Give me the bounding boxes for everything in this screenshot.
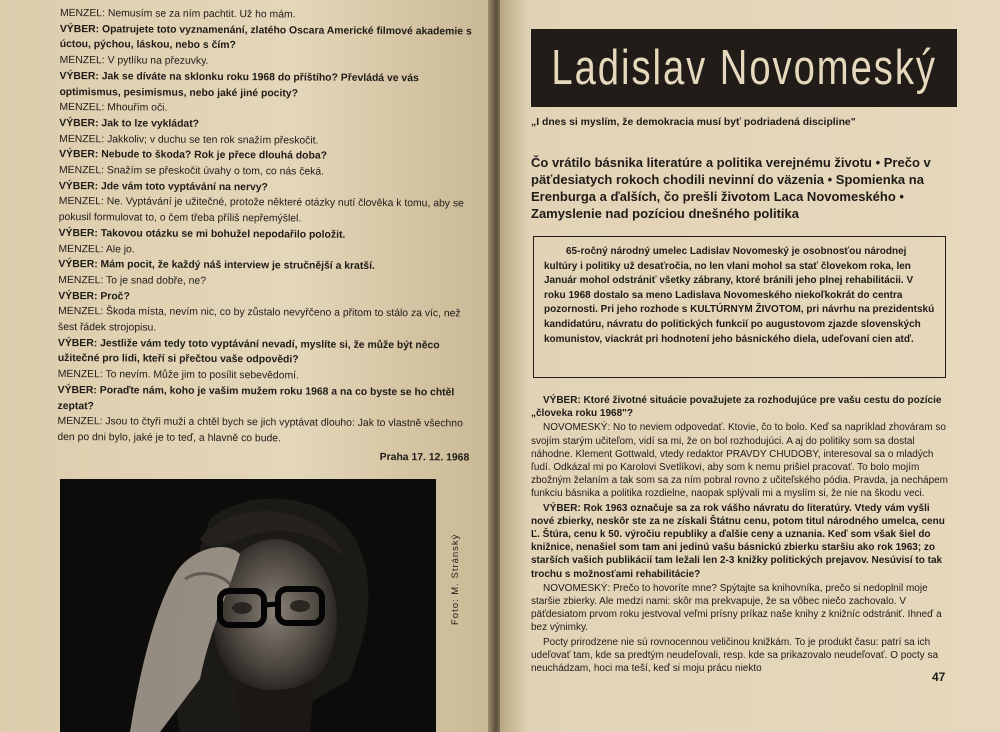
- interview-question: VÝBER: Opatrujete toto vyznamenání, zlatého Oscara Americké filmové akademie s úctou, pýchou, láskou, nebo s čím?: [59, 23, 472, 52]
- title-banner: [531, 29, 957, 107]
- interview-line: MENZEL: Jakkoliv; v duchu se ten rok snažím přeskočit.: [59, 133, 319, 147]
- photo-credit: [442, 495, 472, 625]
- interview-line: MENZEL: Jsou to čtyři muži a chtěl bych se jich vyptávat dlouho: Jak to vlastně všechno den po dni bylo, jaké je to teď, a hlavně co bude.: [57, 416, 463, 445]
- intro-text: 65-ročný národný umelec Ladislav Novomeský je osobnosťou národnej kultúry i politiky už desaťročia, no len vlani mohol sa stať človekom roka, len Január mohol odstrániť všetky zábrany, ktoré bránili jeho plnej rehabilitácii. V roku 1968 dostalo sa meno Ladislava Novomeského niekoľkokrát do centra pozornosti. Pri jeho rozhode s KULTÚRNYM ŽIVOTOM, pri návrhu na prezidentskú kandidatúru, návratu do politických funkcií po augustovom zjazde slovenských komunistov, viackrát pri hodnotení jeho básnického diela, udeľovaní cien atď.: [544, 246, 935, 345]
- interview-question: VÝBER: Jak se díváte na sklonku roku 1968 do příštího? Převládá ve vás optimismus, pesimismus, nebo jaké jiné pocity?: [59, 70, 419, 99]
- interview-line: NOVOMESKÝ: Prečo to hovoríte mne? Spýtajte sa knihovníka, prečo si nedoplnil moje staršie zbierky. Ale medzi nami: skôr ma prekvapuje, že sa vôbec niečo zachovalo. V päťdesiatom prvom roku jestvoval veľmi prísny príkaz naše knihy z knižníc odstrániť. Ihneď a bez výnimky.: [531, 582, 942, 634]
- interview-line: MENZEL: Mhouřím oči.: [59, 102, 168, 114]
- interview-question: VÝBER: Ktoré životné situácie považujete za rozhodujúce pre vašu cestu do pozície „človeka roku 1968"?: [531, 395, 942, 420]
- interview-line: MENZEL: Nemusím se za ním pachtit. Už ho mám.: [59, 7, 296, 21]
- portrait-photo: [60, 479, 436, 732]
- menzel-interview: [57, 6, 472, 466]
- interview-line: NOVOMESKÝ: No to neviem odpovedať. Ktovie, čo to bolo. Keď sa napríklad zhováram so svojím starým učiteľom, vidí sa mi, že on bol rozhodujúci. A aj do politiky som sa dostal náhodne. Klement Gottwald, vtedy redaktor PRAVDY CHUDOBY, interesoval sa o mladých ľudí. Odkázal mi po Karolovi Svetlíkovi, aby som k nemu prišiel pracovať. To bolo mojím zbožným želaním a tak som sa za ním pobral rovno z učiteľského pódia. Pravda, ja nechápem funkciu básnika a politika rozdielne, naopak splývali mi a myslím si, že nie na škodu veci.: [531, 422, 949, 500]
- interview-question: VÝBER: Rok 1963 označuje sa za rok vášho návratu do literatúry. Vtedy vám vyšli nové zbierky, neskôr ste za ne získali Štátnu cenu, potom titul národného umelca, cenu Ľ. Štúra, cenu k 50. výročiu republiky a ďalšie ceny a uznania. Keď som však šiel do knižnice, nenašiel som tam ani jedinú vašu básnickú zbierku staršiu ako rok 1963; zo starších vašich publikácií tam ležali len 2-3 knižky politických prejavov. Nesúvisí to tak trochu s možnosťami rehabilitácie?: [531, 502, 945, 580]
- novomesky-interview: [531, 394, 954, 676]
- interview-line: MENZEL: Ale jo.: [58, 243, 135, 256]
- article-subquote: „I dnes si myslím, že demokracia musí byť podriadená discipline": [531, 117, 856, 128]
- intro-box: [533, 236, 946, 378]
- interview-question: VÝBER: Jestliže vám tedy toto vyptávání nevadí, myslíte si, že může být něco užitečné pro lidi, kteří si přečtou vaše odpovědi?: [57, 337, 440, 366]
- article-title: Ladislav Novomeský: [551, 41, 937, 95]
- portrait-illustration: [60, 479, 436, 732]
- article-lede: Čo vrátilo básnika literatúre a politika verejnému životu • Prečo v päťdesiatych rokoch chodili nevinní do väzenia • Spomienka na Erenburga a ďalších, čo prešli životom Laca Novomeského • Zamyslenie nad pozíciou dnešného politika: [531, 155, 931, 221]
- page-number: 47: [932, 670, 946, 684]
- interview-line: MENZEL: Ne. Vyptávání je užitečné, protože některé otázky nutí člověka k tomu, aby se pokusil formulovat to, o čem třeba příliš nepřemýšlel.: [58, 196, 464, 225]
- interview-question: VÝBER: Mám pocit, že každý náš interview je stručnější a kratší.: [58, 259, 375, 273]
- interview-question: VÝBER: Poraďte nám, koho je vašim mužem roku 1968 a na co byste se ho chtěl zeptat?: [57, 384, 455, 412]
- interview-question: VÝBER: Jde vám toto vyptávání na nervy?: [58, 180, 268, 194]
- interview-line: MENZEL: Snažím se přeskočit úvahy o tom, co nás čeká.: [58, 165, 325, 178]
- interview-question: VÝBER: Proč?: [58, 290, 130, 303]
- interview-line: MENZEL: Škoda místa, nevím nic, co by zůstalo nevyřčeno a přitom to stálo za víc, než šest řádek strojopisu.: [58, 306, 461, 334]
- interview-question: VÝBER: Jak to lze vykládat?: [59, 117, 200, 130]
- right-page: [500, 0, 1000, 732]
- interview-question: VÝBER: Nebude to škoda? Rok je přece dlouhá doba?: [59, 149, 328, 162]
- interview-line: MENZEL: V pytlíku na přezuvky.: [59, 55, 209, 68]
- interview-line: MENZEL: To je snad dobře, ne?: [58, 274, 207, 287]
- interview-line: MENZEL: To nevím. Může jim to posílit sebevědomí.: [57, 369, 299, 382]
- interview-question: VÝBER: Takovou otázku se mi bohužel nepodařilo položit.: [58, 227, 346, 241]
- dateline: Praha 17. 12. 1968: [379, 451, 470, 464]
- left-page: [0, 0, 492, 732]
- interview-line: Pocty prirodzene nie sú rovnocennou veličinou knižkám. To je produkt času: patrí sa ich udeľovať tam, kde sa predtým neudeľovali, resp. kde sa prikazovalo neudeľovať. O pocty sa neuchádzam, hoci ma teší, keď si moju prácu niekto: [531, 636, 939, 675]
- photo-credit-text: Foto: M. Stránský: [450, 533, 461, 625]
